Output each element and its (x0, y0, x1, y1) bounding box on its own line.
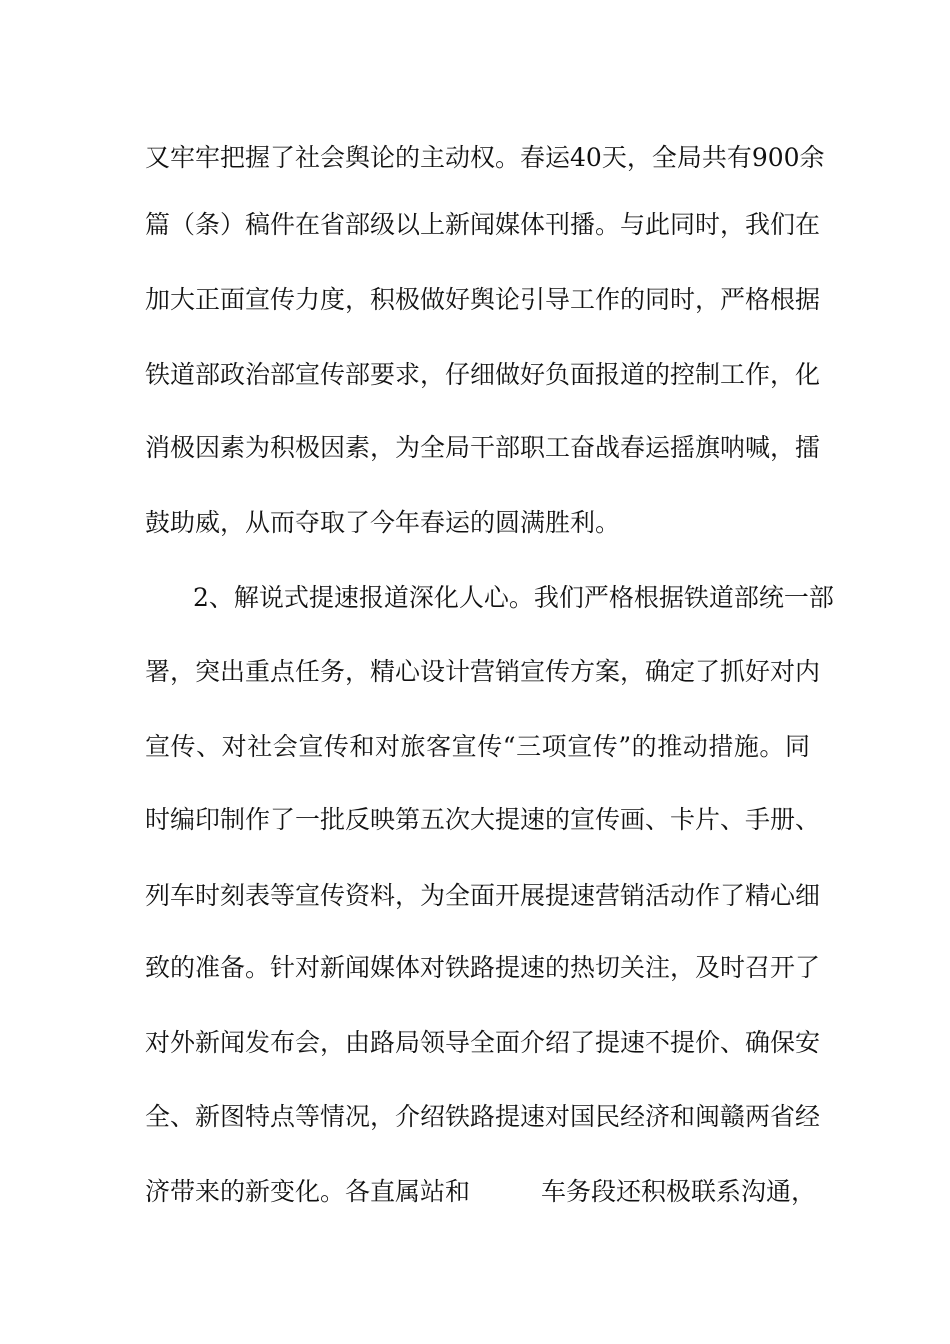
text-line-11: 列车时刻表等宣传资料，为全面开展提速营销活动作了精心细 (145, 881, 821, 910)
text-line-2: 篇（条）稿件在省部级以上新闻媒体刊播。与此同时，我们在 (145, 210, 821, 239)
text-line-12: 致的准备。针对新闻媒体对铁路提速的热切关注，及时召开了 (145, 953, 821, 982)
text-line-14: 全、新图特点等情况，介绍铁路提速对国民经济和闽赣两省经 (145, 1102, 821, 1131)
text-line-8: 署，突出重点任务，精心设计营销宣传方案，确定了抓好对内 (145, 657, 821, 686)
text-line-9: 宣传、对社会宣传和对旅客宣传“三项宣传”的推动措施。同 (145, 732, 810, 761)
paragraph-2-first-line: 2、解说式提速报道深化人心。我们严格根据铁道部统一部 (193, 583, 834, 612)
text-line-15-right: 车务段还积极联系沟通， (541, 1177, 817, 1206)
text-line-1: 又牢牢把握了社会舆论的主动权。春运40天，全局共有900余 (145, 143, 825, 172)
text-line-6: 鼓助威，从而夺取了今年春运的圆满胜利。 (145, 508, 621, 537)
text-line-15-left: 济带来的新变化。各直属站和 (145, 1177, 471, 1206)
text-line-4: 铁道部政治部宣传部要求，仔细做好负面报道的控制工作，化 (145, 360, 821, 389)
text-line-13: 对外新闻发布会，由路局领导全面介绍了提速不提价、确保安 (145, 1028, 821, 1057)
text-line-3: 加大正面宣传力度，积极做好舆论引导工作的同时，严格根据 (145, 285, 821, 314)
text-line-10: 时编印制作了一批反映第五次大提速的宣传画、卡片、手册、 (145, 805, 821, 834)
text-line-5: 消极因素为积极因素，为全局干部职工奋战春运摇旗呐喊，擂 (145, 433, 821, 462)
